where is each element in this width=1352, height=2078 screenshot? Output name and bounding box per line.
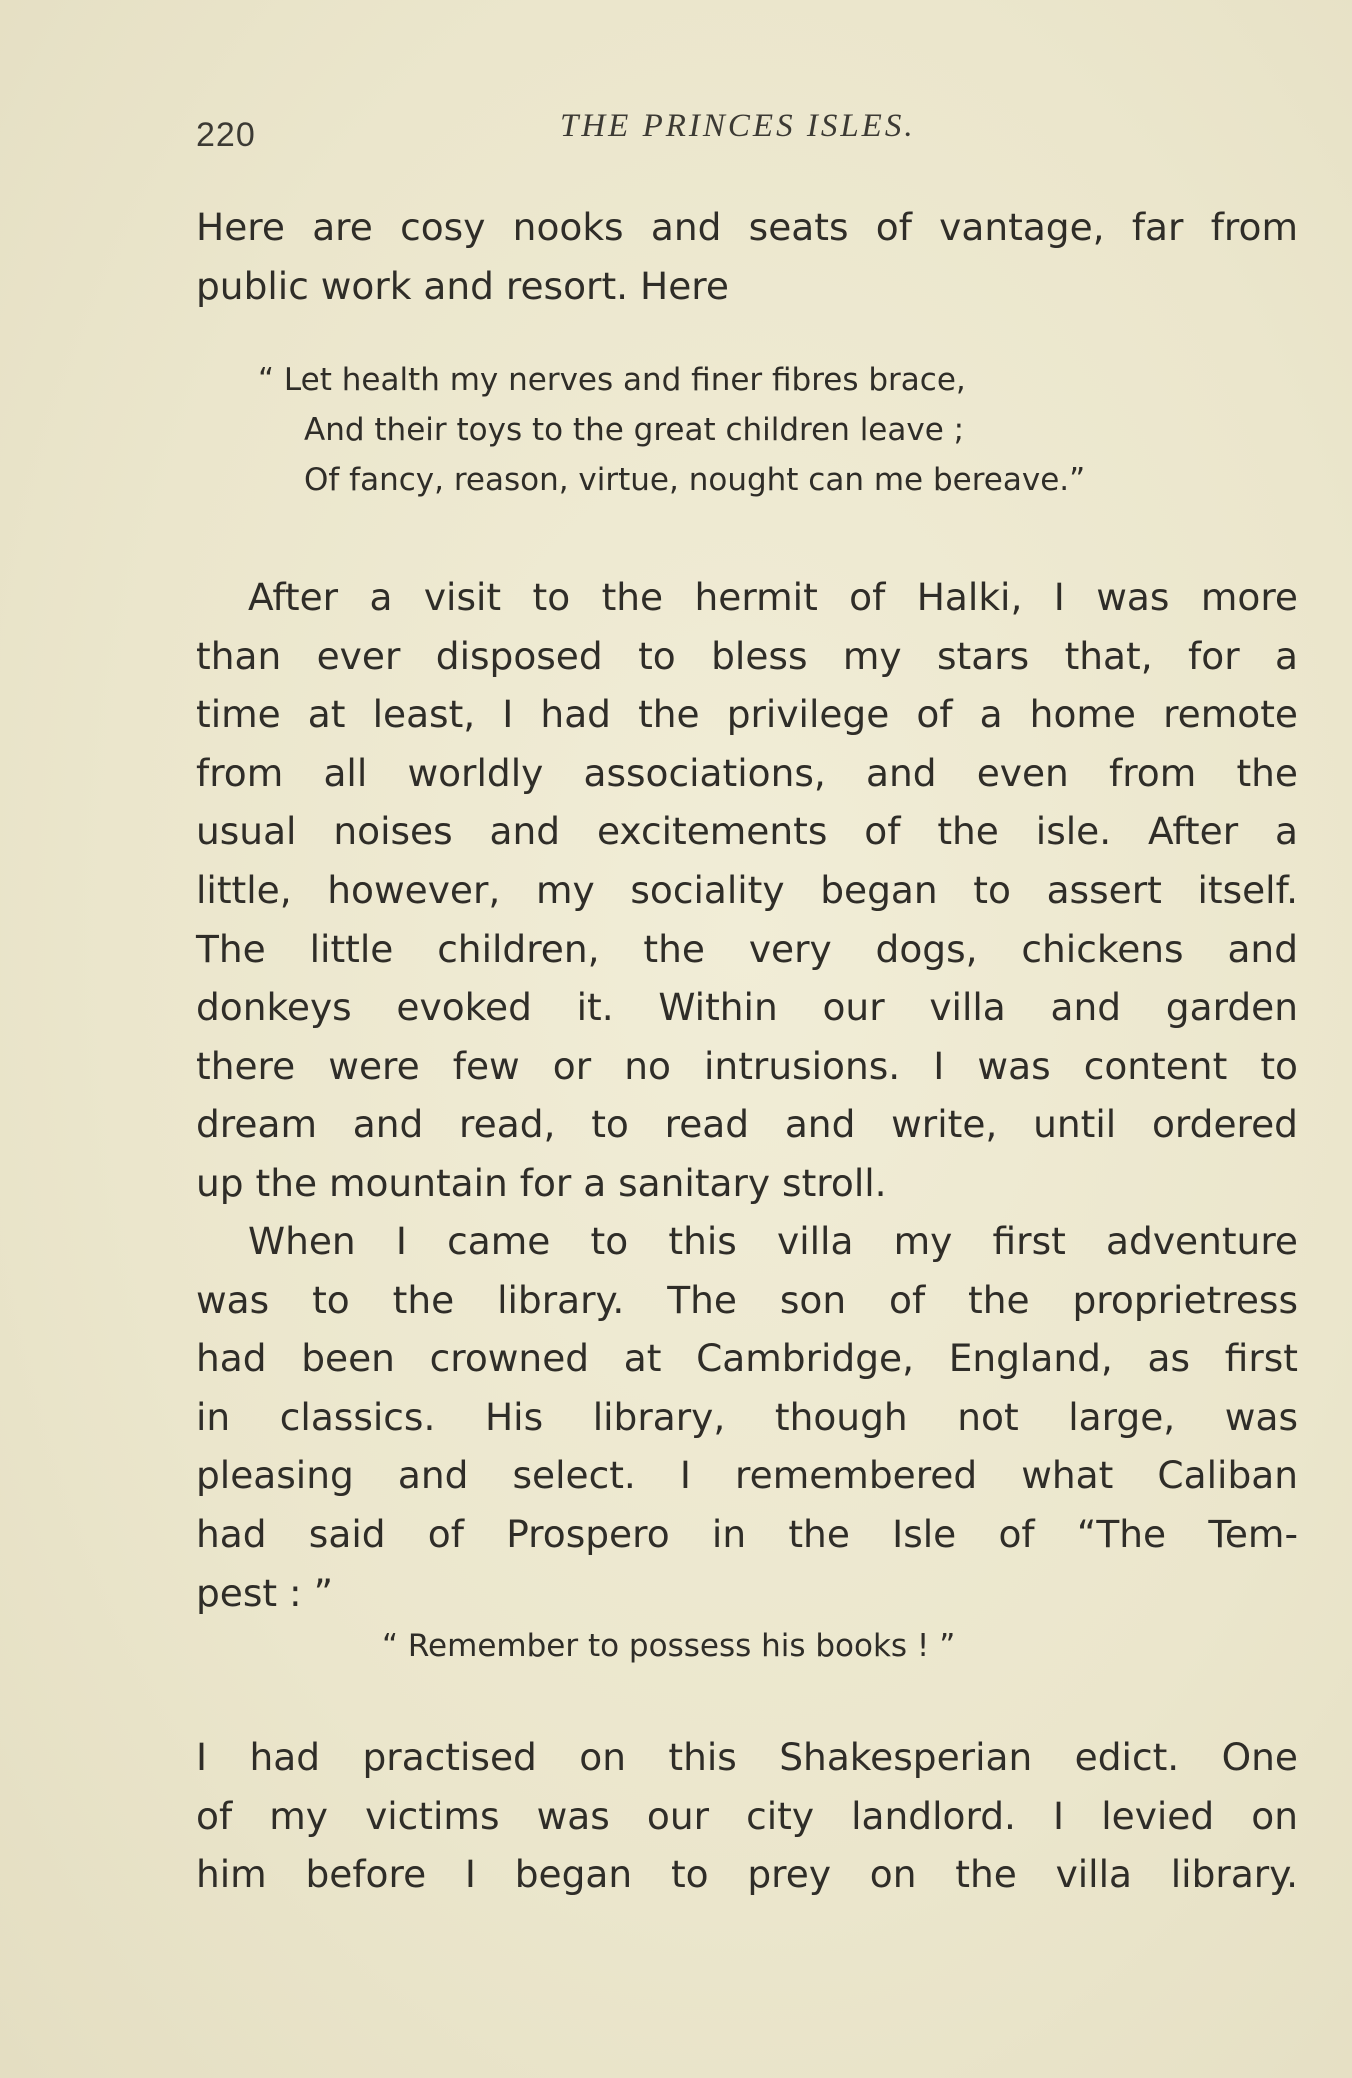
text-line: there were few or no intrusions. I was content to [196, 1043, 1298, 1088]
text-line: pest : ” [196, 1570, 334, 1615]
text-line: than ever disposed to bless my stars that, for a [196, 633, 1298, 678]
text-line: from all worldly associations, and even from the [196, 750, 1298, 795]
text-line: pleasing and select. I remembered what Caliban [196, 1453, 1298, 1498]
text-line: The little children, the very dogs, chickens and [196, 926, 1298, 971]
text-line: After a visit to the hermit of Halki, I was more [248, 575, 1298, 619]
text-line: was to the library. The son of the proprietress [196, 1277, 1298, 1322]
running-title: THE PRINCES ISLES. [560, 108, 916, 144]
paragraph-2 [196, 568, 1298, 1213]
paragraph-4 [196, 1728, 1298, 1904]
verse-line: “ Let health my nerves and finer fibres brace, [258, 362, 966, 398]
text-line: of my victims was our city landlord. I levied on [196, 1793, 1298, 1838]
text-line: usual noises and excitements of the isle. After a [196, 809, 1298, 854]
page-number: 220 [196, 116, 256, 154]
text-line: Here are cosy nooks and seats of vantage, far from [196, 205, 1298, 249]
text-line: I had practised on this Shakesperian edict. One [196, 1735, 1298, 1779]
verse-line: And their toys to the great children leave ; [304, 412, 965, 448]
verse-quotation [258, 355, 1258, 505]
text-line: him before I began to prey on the villa library. [196, 1852, 1298, 1897]
text-line: donkeys evoked it. Within our villa and garden [196, 985, 1298, 1030]
text-line: in classics. His library, though not large, was [196, 1394, 1298, 1439]
text-line: When I came to this villa my first adventure [248, 1219, 1298, 1263]
verse-line: Of fancy, reason, virtue, nought can me bereave.” [304, 462, 1086, 498]
running-head [0, 108, 1352, 158]
paragraph-3 [196, 1212, 1298, 1622]
text-line: time at least, I had the privilege of a home remote [196, 692, 1298, 737]
text-line: had been crowned at Cambridge, England, as first [196, 1336, 1298, 1381]
text-line: up the mountain for a sanitary stroll. [196, 1160, 887, 1205]
text-line: public work and resort. Here [196, 263, 729, 308]
text-line: dream and read, to read and write, until ordered [196, 1102, 1298, 1147]
paragraph-1 [196, 198, 1298, 315]
text-line: had said of Prospero in the Isle of “The Tem- [196, 1511, 1298, 1556]
book-quotation: “ Remember to possess his books ! ” [382, 1628, 956, 1664]
text-line: little, however, my sociality began to assert itself. [196, 867, 1298, 912]
